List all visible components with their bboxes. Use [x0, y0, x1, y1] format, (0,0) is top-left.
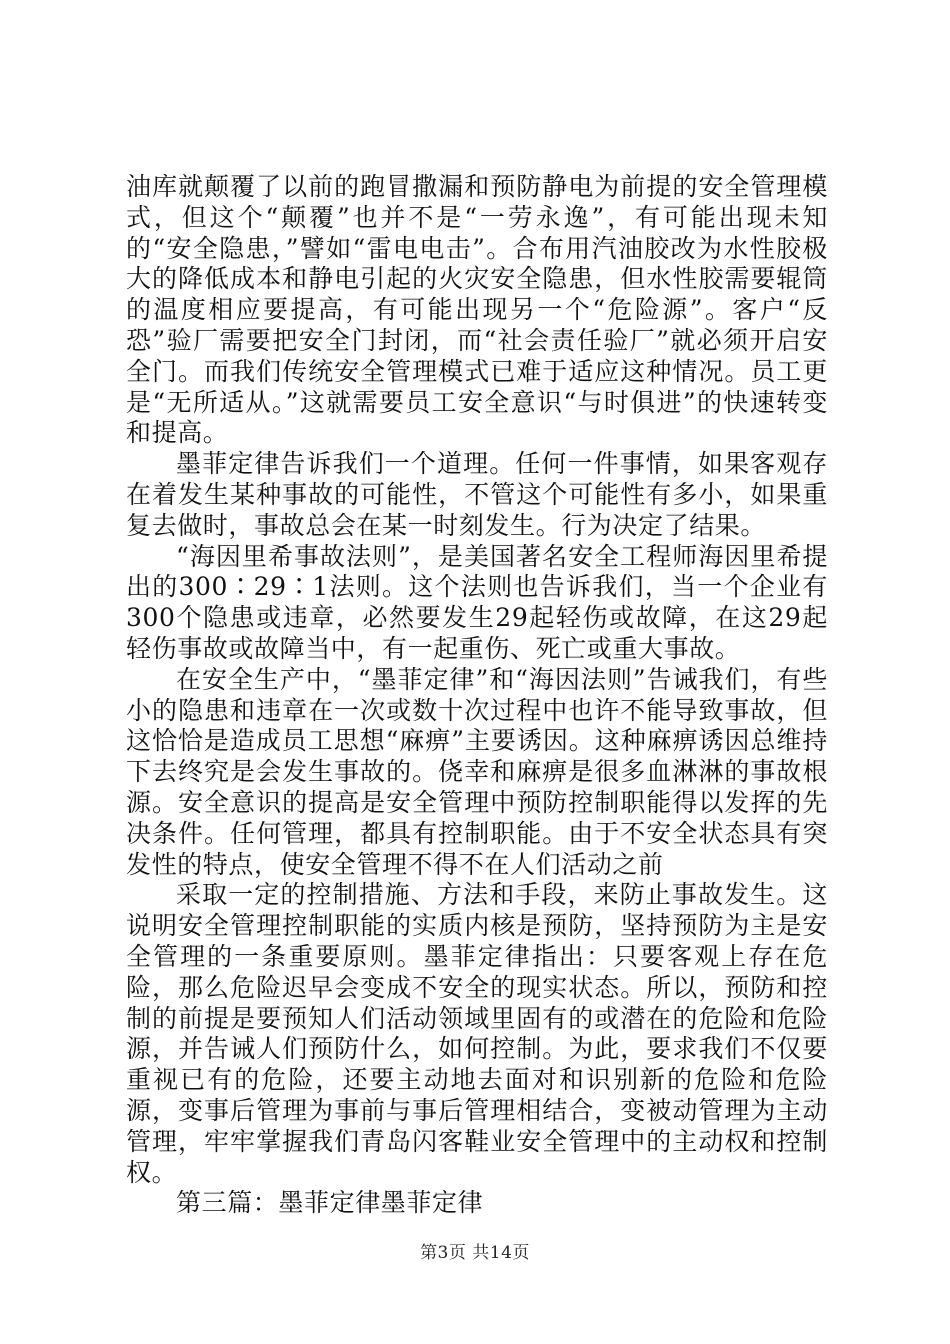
section-heading: 第三篇：墨菲定律墨菲定律	[176, 1188, 484, 1218]
paragraph-3: “海因里希事故法则”，是美国著名安全工程师海因里希提出的300∶29∶1法则。这个法则也告诉我们，当一个企业有300个隐患或违章，必然要发生29起轻伤或故障，在这29起轻伤事故或故障当中，有一起重伤、死亡或重大事故。	[126, 541, 828, 663]
paragraph-2: 墨菲定律告诉我们一个道理。任何一件事情，如果客观存在着发生某种事故的可能性，不管这个可能性有多小，如果重复去做时，事故总会在某一时刻发生。行为决定了结果。	[126, 449, 828, 540]
page-number-footer: 第3页 共14页	[420, 1243, 530, 1263]
paragraph-5: 采取一定的控制措施、方法和手段，来防止事故发生。这说明安全管理控制职能的实质内核是预防，坚持预防为主是安全管理的一条重要原则。墨菲定律指出：只要客观上存在危险，那么危险迟早会变成不安全的现实状态。所以，预防和控制的前提是要预知人们活动领域里固有的或潜在的危险和危险源，并告诫人们预防什么，如何控制。为此，要求我们不仅要重视已有的危险，还要主动地去面对和识别新的危险和危险源，变事后管理为事前与事后管理相结合，变被动管理为主动管理，牢牢掌握我们青岛闪客鞋业安全管理中的主动权和控制权。	[126, 880, 828, 1187]
document-body	[126, 172, 828, 1219]
paragraph-4: 在安全生产中，“墨菲定律”和“海因法则”告诫我们，有些小的隐患和违章在一次或数十次过程中也许不能导致事故，但这恰恰是造成员工思想“麻痹”主要诱因。这种麻痹诱因总维持下去终究是会发生事故的。侥幸和麻痹是很多血淋淋的事故根源。安全意识的提高是安全管理中预防控制职能得以发挥的先决条件。任何管理，都具有控制职能。由于不安全状态具有突发性的特点，使安全管理不得不在人们活动之前	[126, 664, 828, 879]
paragraph-1: 油库就颠覆了以前的跑冒撒漏和预防静电为前提的安全管理模式，但这个“颠覆”也并不是“一劳永逸”，有可能出现未知的“安全隐患，”譬如“雷电电击”。合布用汽油胶改为水性胶极大的降低成本和静电引起的火灾安全隐患，但水性胶需要辊筒的温度相应要提高，有可能出现另一个“危险源”。客户“反恐”验厂需要把安全门封闭，而“社会责任验厂”就必须开启安全门。而我们传统安全管理模式已难于适应这种情况。员工更是“无所适从。”这就需要员工安全意识“与时俱进”的快速转变和提高。	[126, 172, 828, 448]
